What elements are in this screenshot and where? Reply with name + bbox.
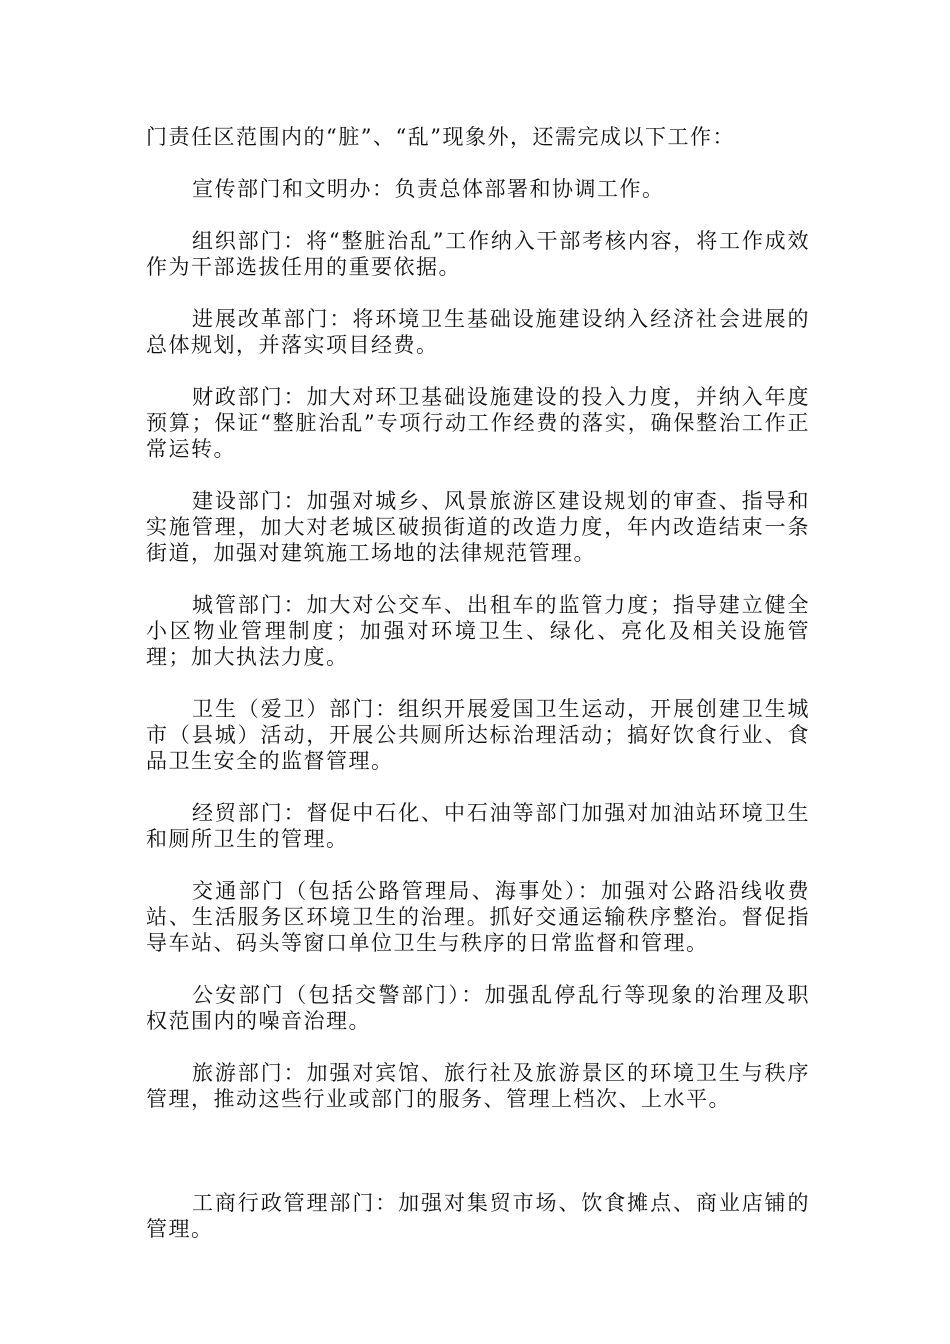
paragraph-reform-dept: 进展改革部门：将环境卫生基础设施建设纳入经济社会进展的总体规划，并落实项目经费。: [146, 307, 810, 357]
paragraph-urban-management-dept: 城管部门：加大对公交车、出租车的监管力度；指导建立健全小区物业管理制度；加强对环境卫生、绿化、亮化及相关设施管理；加大执法力度。: [146, 593, 810, 669]
paragraph-transport-dept: 交通部门（包括公路管理局、海事处）：加强对公路沿线收费站、生活服务区环境卫生的治理。抓好交通运输秩序整治。督促指导车站、码头等窗口单位卫生与秩序的日常监督和管理。: [146, 879, 810, 955]
paragraph-organization-dept: 组织部门：将“整脏治乱”工作纳入干部考核内容，将工作成效作为干部选拔任用的重要依据。: [146, 229, 810, 279]
paragraph-tourism-dept: 旅游部门：加强对宾馆、旅行社及旅游景区的环境卫生与秩序管理，推动这些行业或部门的服务、管理上档次、上水平。: [146, 1061, 810, 1111]
paragraph-publicity-dept: 宣传部门和文明办：负责总体部署和协调工作。: [192, 177, 665, 201]
paragraph-construction-dept: 建设部门：加强对城乡、风景旅游区建设规划的审查、指导和实施管理，加大对老城区破损街道的改造力度，年内改造结束一条街道，加强对建筑施工场地的法律规范管理。: [146, 489, 810, 565]
document-body: [146, 124, 810, 1268]
paragraph-continuation: 门责任区范围内的“脏”、“乱”现象外，还需完成以下工作：: [146, 125, 735, 149]
paragraph-finance-dept: 财政部门：加大对环卫基础设施建设的投入力度，并纳入年度预算；保证“整脏治乱”专项行动工作经费的落实，确保整治工作正常运转。: [146, 385, 810, 461]
paragraph-trade-dept: 经贸部门：督促中石化、中石油等部门加强对加油站环境卫生和厕所卫生的管理。: [146, 801, 810, 851]
paragraph-health-dept: 卫生（爱卫）部门：组织开展爱国卫生运动，开展创建卫生城市（县城）活动，开展公共厕所达标治理活动；搞好饮食行业、食品卫生安全的监督管理。: [146, 697, 810, 773]
paragraph-industry-commerce-dept: 工商行政管理部门：加强对集贸市场、饮食摊点、商业店铺的管理。: [146, 1191, 810, 1241]
paragraph-public-security-dept: 公安部门（包括交警部门）：加强乱停乱行等现象的治理及职权范围内的噪音治理。: [146, 983, 810, 1033]
